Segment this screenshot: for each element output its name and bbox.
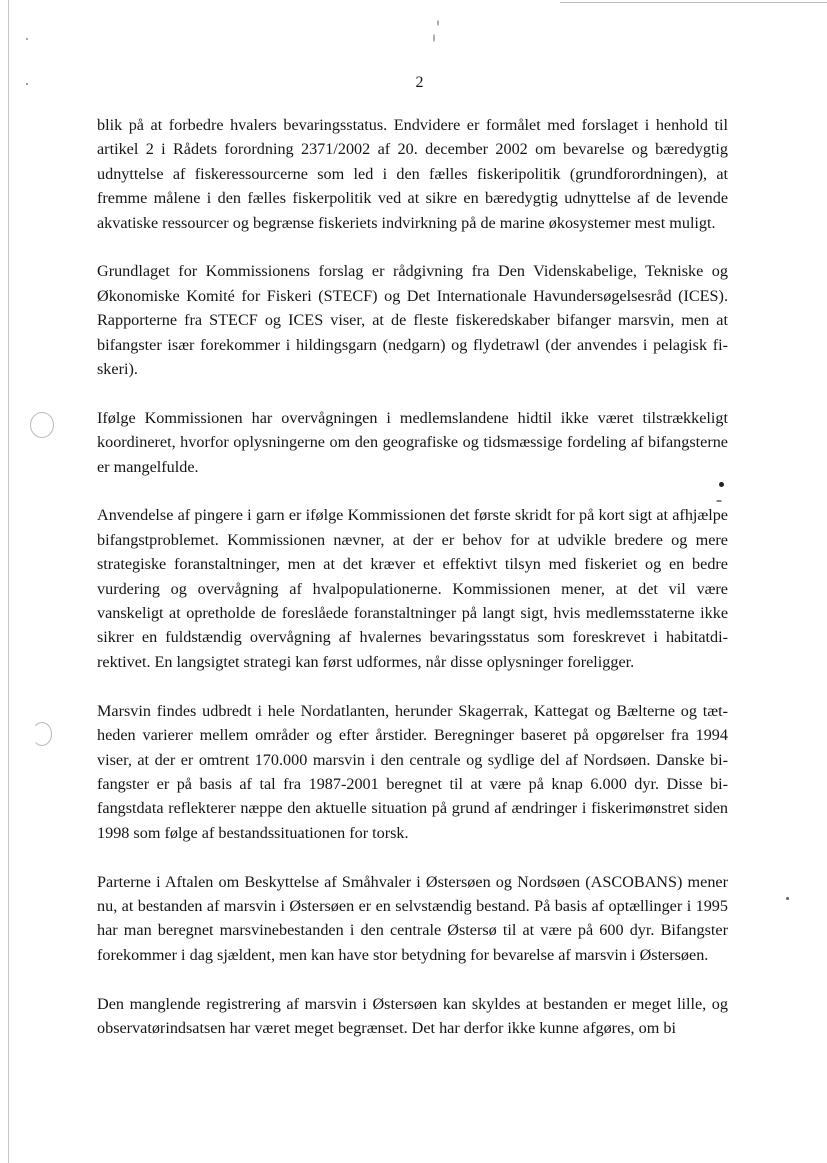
paragraph-4: Anvendelse af pingere i garn er ifølge Kommissionen det første skridt for på kort sigt at afhjælpe bifangstproblemet. Kommissionen nævner, at der er behov for at udvikle bredere og mere strategiske foranstaltninger, men at det kræver et effektivt tilsyn med fiskeriet og en bedre vurdering og overvågning af hvalpopulationerne. Kommissionen mener, at det vil være vanskeligt at opretholde de foreslåede foranstaltninger på langt sigt, hvis medlemsstaterne ikke sikrer en fuldstændig overvågning af hvalernes bevaringsstatus som foreskrevet i habitatdirektivet. En langsigtet strategi kan først udformes, når disse oplysninger foreligger. (97, 506, 728, 671)
punch-hole-mark (32, 722, 52, 746)
paragraph-3: Ifølge Kommissionen har overvågningen i medlemslandene hidtil ikke været tilstrækkeligt koordineret, hvorfor oplysningerne om den geografiske og tidsmæssige fordeling af bifangsterne er mangelfulde. (97, 408, 728, 476)
paragraph-1: blik på at forbedre hvalers bevaringsstatus. Endvidere er formålet med forslaget i henhold til artikel 2 i Rådets forordning 2371/2002 af 20. december 2002 om bevarelse og bæredygtig udnyttelse af fiskeressourcerne som led i den fælles fiskeripolitik (grundforordningen), at fremme målene i den fælles fiskerpolitik ved at sikre en bæredygtig udnyttelse af de levende akvatiske ressourcer og begrænse fiskeriets indvirkning på de marine økosystemer mest muligt. (97, 116, 728, 232)
paragraph-7: Den manglende registrering af marsvin i Østersøen kan skyldes at bestanden er meget lille, og observatørindsatsen har været meget begrænset. Det har derfor ikke kunne afgøres, om bi (97, 994, 728, 1037)
scan-edge-line (8, 0, 9, 1163)
page-number: 2 (415, 74, 424, 91)
paragraph-2: Grundlaget for Kommissionens forslag er rådgivning fra Den Videnskabelige, Tekniske og Økonomiske Komité for Fiskeri (STECF) og Det Internationale Havundersøgelsesråd (ICES). Rapporterne fra STECF og ICES viser, at de fleste fiskeredskaber bifanger marsvin, men at bifangster især forekommer i hildingsgarn (nedgarn) og flydetrawl (der anvendes i pelagisk fiskeri). (97, 262, 728, 379)
paragraph-5: Marsvin findes udbredt i hele Nordatlanten, herunder Skagerrak, Kattegat og Bælterne og tætheden varierer mellem områder og efter årstider. Beregninger baseret på opgørelser fra 1994 viser, at der er omtrent 170.000 marsvin i den centrale og sydlige del af Nordsøen. Danske bifangster er på basis af tal fra 1987-2001 beregnet til at være på knap 6.000 dyr. Disse bifangstdata reflekterer næppe den aktuelle situation på grund af ændringer i fiskerimønstret siden 1998 som følge af bestandssituationen for torsk. (97, 701, 728, 842)
scan-speck (26, 38, 28, 40)
document-body (97, 113, 728, 1040)
scan-speck (437, 20, 439, 26)
scan-speck (433, 34, 435, 42)
paragraph-6: Parterne i Aftalen om Beskyttelse af Småhvaler i Østersøen og Nordsøen (ASCOBANS) mener nu, at bestanden af marsvin i Østersøen er en selvstændig bestand. På basis af optællinger i 1995 har man beregnet marsvinebestanden i den centrale Østersø til at være på 600 dyr. Bifangster forekommer i dag sjældent, men kan have stor betydning for bevarelse af marsvin i Østersøen. (97, 872, 728, 964)
scan-speck (786, 897, 789, 900)
top-rule (560, 2, 827, 3)
punch-hole-mark (30, 412, 54, 438)
